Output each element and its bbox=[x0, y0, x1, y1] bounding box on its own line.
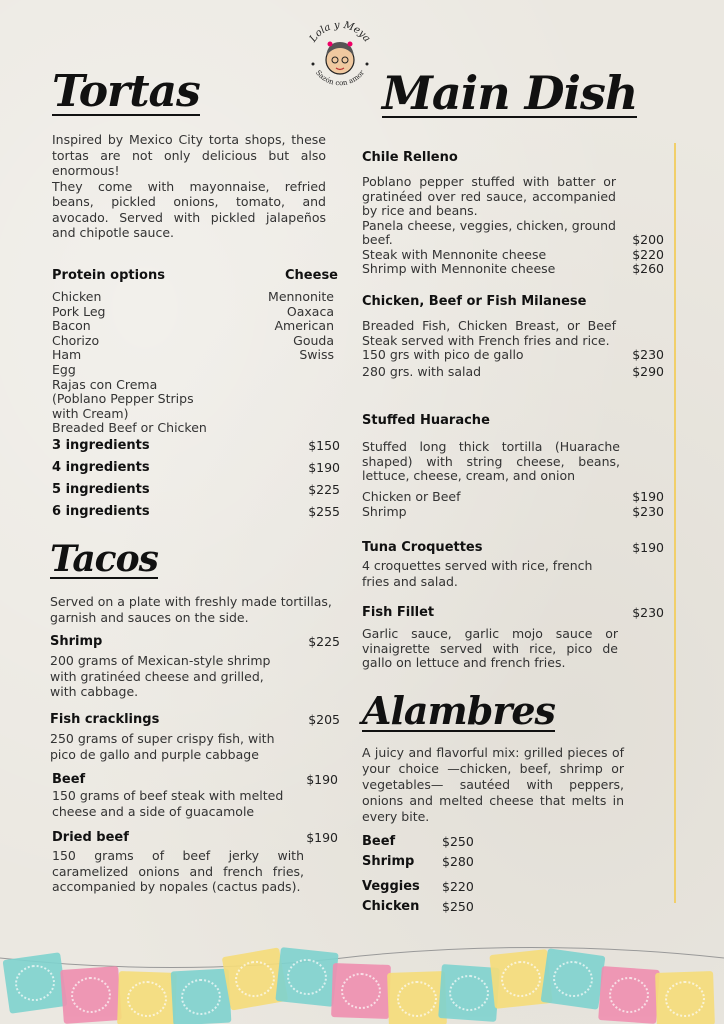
price-row: 4 ingredients $190 bbox=[52, 460, 340, 475]
flag-decoration bbox=[331, 963, 391, 1019]
list-item: American bbox=[274, 318, 334, 334]
list-item: Chicken bbox=[52, 289, 102, 304]
flag-decoration bbox=[655, 971, 715, 1024]
alambres-prices bbox=[362, 834, 502, 919]
flag-decoration bbox=[275, 947, 338, 1007]
list-item: Gouda bbox=[293, 332, 334, 348]
protein-header-row bbox=[52, 268, 338, 283]
tortas-title: Tortas bbox=[52, 66, 200, 117]
menu-item-chile-relleno: Chile Relleno Poblano pepper stuffed with batter or gratinéed over red sauce, accompanied by rice and beans. Panela cheese, veggies, chicken, ground beef. $200 Steak with Mennonite cheese $220 Shrimp with Mennonite cheese $260 bbox=[362, 150, 664, 276]
svg-text:Sazón con amor: Sazón con amor bbox=[313, 68, 367, 88]
alambres-title: Alambres bbox=[362, 688, 555, 733]
cheese-list bbox=[238, 290, 334, 363]
restaurant-logo bbox=[298, 14, 382, 98]
price-row: 3 ingredients $150 bbox=[52, 438, 340, 453]
flag-decoration bbox=[3, 952, 68, 1014]
flag-decoration bbox=[117, 971, 177, 1024]
cheese-header: Cheese bbox=[285, 268, 338, 283]
taco-item: Beef $190 150 grams of beef steak with melted cheese and a side of guacamole bbox=[52, 772, 338, 819]
menu-item-tuna-croquettes: Tuna Croquettes $190 4 croquettes served with rice, french fries and salad. bbox=[362, 540, 664, 589]
list-item: Rajas con Crema bbox=[52, 376, 158, 392]
menu-item-milanese: Chicken, Beef or Fish Milanese Breaded Fish, Chicken Breast, or Beef Steak served with French fries and rice. 150 grs with pico de gallo $230 280 grs. with salad $290 bbox=[362, 294, 664, 379]
accent-divider-line bbox=[674, 143, 676, 903]
taco-item: Shrimp $225 200 grams of Mexican-style shrimp with gratinéed cheese and grilled, with cabbage. bbox=[50, 634, 340, 699]
papel-picado-banner bbox=[0, 938, 724, 1024]
tacos-title: Tacos bbox=[50, 538, 158, 580]
list-item: Swiss bbox=[299, 347, 334, 363]
menu-item-fish-fillet: Fish Fillet $230 Garlic sauce, garlic mojo sauce or vinaigrette served with rice, pico de gallo on lettuce and french fries. bbox=[362, 605, 664, 670]
taco-item: Dried beef $190 150 grams of beef jerky with caramelized onions and french fries, accompanied by nopales (cactus pads). bbox=[52, 830, 338, 894]
list-item: Ham bbox=[52, 347, 82, 363]
list-item: Chorizo bbox=[52, 332, 100, 348]
flag-decoration bbox=[171, 969, 232, 1024]
flag-decoration bbox=[60, 966, 122, 1024]
tortas-description: Inspired by Mexico City torta shops, these tortas are not only delicious but also enormous! They come with mayonnaise, refried beans, pickled onions, tomato, and avocado. Served with pickled jalapeños and chipotle sauce. bbox=[52, 132, 326, 240]
list-item: Oaxaca bbox=[286, 303, 334, 319]
list-item: Egg bbox=[52, 361, 76, 377]
taco-item: Fish cracklings $205 250 grams of super crispy fish, with pico de gallo and purple cabbage bbox=[50, 712, 340, 762]
price-row: Chicken $250 bbox=[362, 899, 474, 914]
tacos-description: Served on a plate with freshly made tortillas, garnish and sauces on the side. bbox=[50, 594, 332, 625]
list-item: Mennonite bbox=[268, 289, 334, 304]
flag-decoration bbox=[598, 966, 660, 1024]
list-item: Bacon bbox=[52, 318, 91, 334]
price-row: Veggies $220 bbox=[362, 879, 474, 894]
flag-decoration bbox=[541, 948, 606, 1010]
price-row: Beef $250 bbox=[362, 834, 474, 849]
list-item: Pork Leg bbox=[52, 303, 106, 319]
svg-text:Lola y Meya: Lola y Meya bbox=[307, 19, 373, 45]
price-row: 6 ingredients $255 bbox=[52, 504, 340, 519]
torta-size-prices bbox=[52, 438, 340, 526]
protein-list bbox=[52, 290, 252, 436]
price-row: Shrimp $280 bbox=[362, 854, 474, 869]
menu-item-huarache: Stuffed Huarache Stuffed long thick tortilla (Huarache shaped) with string cheese, beans, lettuce, cheese, cream, and onion Chicken or Beef $190 Shrimp $230 bbox=[362, 413, 664, 519]
list-item: with Cream) bbox=[52, 405, 129, 421]
list-item: Breaded Beef or Chicken bbox=[52, 420, 207, 436]
list-item: (Poblano Pepper Strips bbox=[52, 391, 194, 407]
price-row: 5 ingredients $225 bbox=[52, 482, 340, 497]
main-dish-title: Main Dish bbox=[382, 66, 638, 120]
alambres-description: A juicy and flavorful mix: grilled pieces of your choice —chicken, beef, shrimp or vegetables— sautéed with peppers, onions and melted cheese that melts in every bite. bbox=[362, 745, 624, 824]
protein-options-header: Protein options bbox=[52, 268, 165, 283]
